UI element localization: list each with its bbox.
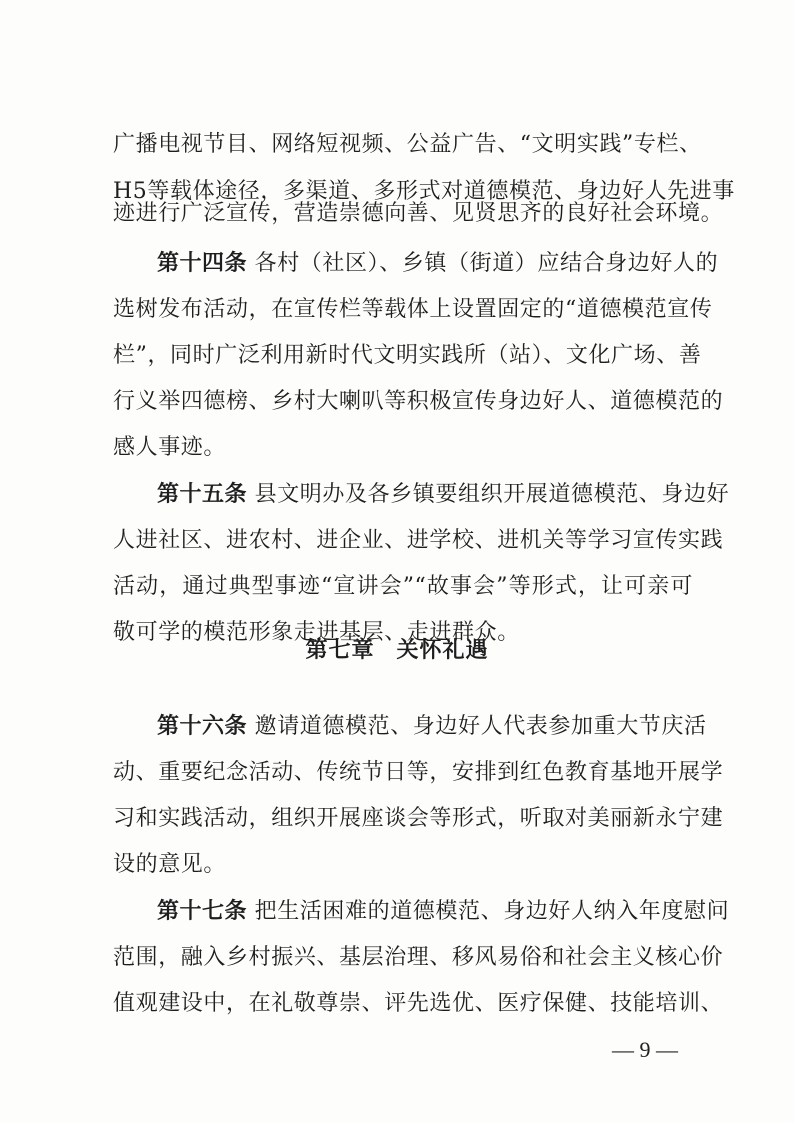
article-14-label: 第十四条 — [157, 251, 248, 276]
article-16-text: 邀请道德模范、身边好人代表参加重大节庆活 — [247, 714, 707, 739]
chapter-title: 关怀礼遇 — [396, 638, 489, 663]
paragraph-line: 习和实践活动，组织开展座谈会等形式，听取对美丽新永宁建 — [113, 806, 724, 831]
article-17-label: 第十七条 — [157, 899, 248, 924]
paragraph-line: 活动，通过典型事迹“宣讲会”“故事会”等形式，让可亲可 — [113, 574, 693, 599]
article-15-first-line — [157, 480, 730, 510]
article-16-label: 第十六条 — [157, 714, 248, 739]
article-15-text: 县文明办及各乡镇要组织开展道德模范、身边好 — [247, 482, 730, 507]
paragraph-line: 行义举四德榜、乡村大喇叭等积极宣传身边好人、道德模范的 — [113, 389, 724, 414]
paragraph-line: 感人事迹。 — [113, 435, 227, 460]
paragraph-line: 栏”，同时广泛利用新时代文明实践所（站）、文化广场、善 — [113, 343, 702, 368]
chapter-heading — [0, 636, 794, 666]
paragraph-line: 范围，融入乡村振兴、基层治理、移风易俗和社会主义核心价 — [113, 945, 724, 970]
chapter-number: 第七章 — [305, 638, 375, 663]
article-14-text: 各村（社区）、乡镇（街道）应结合身边好人的 — [247, 251, 719, 276]
page-number: — 9 — — [612, 1037, 678, 1062]
paragraph-line: 敬可学的模范形象走进基层、走进群众。 — [113, 620, 520, 645]
paragraph-line: 选树发布活动，在宣传栏等载体上设置固定的“道德模范宣传 — [113, 297, 713, 322]
article-15-label: 第十五条 — [157, 482, 248, 507]
paragraph-line: 设的意见。 — [113, 852, 227, 877]
paragraph-line: H5等载体途径，多渠道、多形式对道德模范、身边好人先进事 — [113, 179, 735, 204]
paragraph-line: 广播电视节目、网络短视频、公益广告、“文明实践”专栏、 — [113, 132, 702, 157]
article-17-first-line — [157, 897, 730, 927]
paragraph-line: 人进社区、进农村、进企业、进学校、进机关等学习宣传实践 — [113, 528, 724, 553]
paragraph-line: 迹进行广泛宣传，营造崇德向善、见贤思齐的良好社会环境。 — [113, 201, 724, 226]
paragraph-line: 动、重要纪念活动、传统节日等，安排到红色教育基地开展学 — [113, 760, 724, 785]
article-17-text: 把生活困难的道德模范、身边好人纳入年度慰问 — [247, 899, 730, 924]
article-16-first-line — [157, 712, 707, 742]
article-14-first-line — [157, 249, 719, 279]
paragraph-line: 值观建设中，在礼敬尊崇、评先选优、医疗保健、技能培训、 — [113, 991, 724, 1016]
